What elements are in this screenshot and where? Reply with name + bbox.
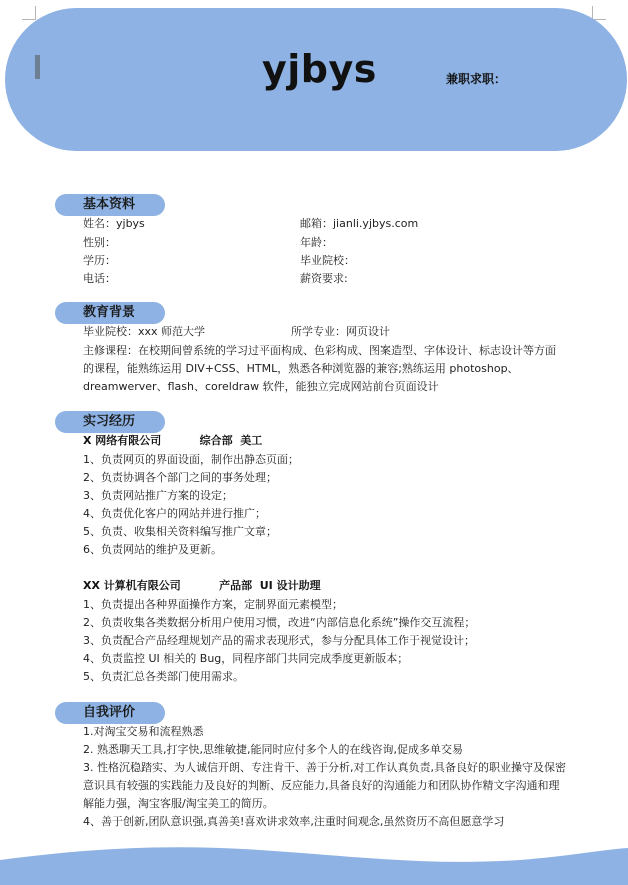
self-eval-line: 意识具有较强的实践能力及良好的判断、反应能力,具备良好的沟通能力和团队协作精文字沟通和理 bbox=[83, 779, 560, 792]
job-heading: XX 计算机有限公司 产品部 UI 设计助理 bbox=[83, 579, 321, 592]
job-duty: 6、负责网站的维护及更新。 bbox=[83, 543, 222, 556]
section-self-eval bbox=[55, 702, 165, 724]
edu-major: 所学专业：网页设计 bbox=[291, 325, 390, 338]
crop-mark-top-right bbox=[592, 6, 606, 20]
job-intent-label: 兼职求职： bbox=[446, 72, 507, 86]
job-duty: 5、负责汇总各类部门使用需求。 bbox=[83, 670, 244, 683]
crop-mark-top-left bbox=[22, 6, 36, 20]
section-education bbox=[55, 302, 165, 324]
basic-salary: 薪资要求: bbox=[300, 272, 348, 285]
resume-name: yjbys bbox=[262, 47, 377, 91]
job-duty: 2、负责协调各个部门之间的事务处理； bbox=[83, 471, 277, 484]
edu-courses-line: dreamwerver、flash、coreldraw 软件，能独立完成网站前台页面设计 bbox=[83, 380, 439, 393]
edu-school: 毕业院校：xxx 师范大学 bbox=[83, 325, 206, 338]
basic-gender: 性别： bbox=[83, 236, 116, 249]
job-duty: 3、负责配合产品经理规划产品的需求表现形式，参与分配具体工作于视觉设计； bbox=[83, 634, 475, 647]
job-duty: 1、负责网页的界面设面，制作出静态页面； bbox=[83, 453, 299, 466]
edu-courses-line: 的课程，能熟练运用 DIV+CSS、HTML，熟悉各种浏览器的兼容;熟练运用 photoshop、 bbox=[83, 362, 519, 375]
basic-phone: 电话： bbox=[83, 272, 116, 285]
job-duty: 4、负责监控 UI 相关的 Bug，同程序部门共同完成季度更新版本； bbox=[83, 652, 409, 665]
basic-education: 学历： bbox=[83, 254, 116, 267]
job-duty: 1、负责提出各种界面操作方案，定制界面元素模型； bbox=[83, 598, 343, 611]
section-title: 教育背景 bbox=[83, 305, 136, 320]
footer-wave bbox=[0, 830, 628, 885]
job-heading: X 网络有限公司 综合部 美工 bbox=[83, 434, 263, 447]
self-eval-line: 3. 性格沉稳踏实、为人诚信开朗、专注肯干、善于分析,对工作认真负责,具备良好的职业操守及保密 bbox=[83, 761, 566, 774]
self-eval-line: 4、善于创新,团队意识强,真善美!喜欢讲求效率,注重时间观念,虽然资历不高但愿意学习 bbox=[83, 815, 505, 828]
edu-courses-line: 主修课程：在校期间曾系统的学习过平面构成、色彩构成、图案造型、字体设计、标志设计等方面 bbox=[83, 344, 556, 357]
basic-age: 年龄： bbox=[300, 236, 333, 249]
job-duty: 5、负责、收集相关资料编写推广文章； bbox=[83, 525, 277, 538]
job-duty: 3、负责网站推广方案的设定； bbox=[83, 489, 233, 502]
basic-name: 姓名：yjbys bbox=[83, 217, 145, 230]
job-duty: 2、负责收集各类数据分析用户使用习惯，改进“内部信息化系统”操作交互流程； bbox=[83, 616, 476, 629]
basic-school: 毕业院校： bbox=[300, 254, 355, 267]
basic-email: 邮箱：jianli.yjbys.com bbox=[300, 217, 419, 230]
section-title: 实习经历 bbox=[83, 414, 136, 429]
section-internship bbox=[55, 411, 165, 433]
self-eval-line: 1.对淘宝交易和流程熟悉 bbox=[83, 725, 204, 738]
section-title: 自我评价 bbox=[83, 705, 136, 720]
self-eval-line: 2. 熟悉聊天工具,打字快,思维敏捷,能同时应付多个人的在线咨询,促成多单交易 bbox=[83, 743, 463, 756]
section-title: 基本资料 bbox=[83, 197, 136, 212]
section-basic-info bbox=[55, 194, 165, 216]
text-cursor-mark bbox=[35, 55, 40, 79]
self-eval-line: 解能力强，淘宝客服/淘宝美工的简历。 bbox=[83, 797, 274, 810]
job-duty: 4、负责优化客户的网站并进行推广； bbox=[83, 507, 266, 520]
